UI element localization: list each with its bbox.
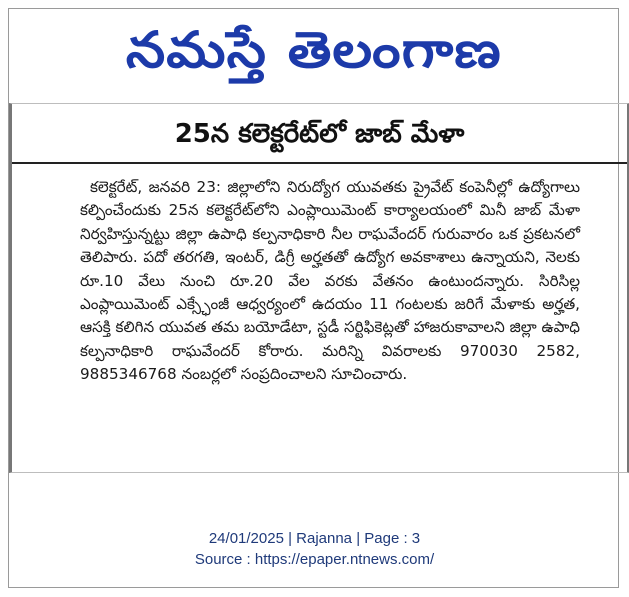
article-body: కలెక్టరేట్‌, జనవరి 23: జిల్లాలోని నిరుద్యోగ యువతకు ప్రైవేట్‌ కంపెనీల్లో ఉద్యోగాలు కల్పించేందుకు 25న కలెక్టరేట్‌లోని ఎంప్లాయిమెంట్‌ కార్యాలయంలో మినీ జాబ్‌ మేళా నిర్వహిస్తున్నట్టు జిల్లా ఉపాధి కల్పనాధికారి నీల రాఘవేందర్‌ గురువారం ఒక ప్రకటనలో తెలిపారు. పదో తరగతి, ఇంటర్‌, డిగ్రీ అర్హతతో ఉద్యోగ అవకాశాలు ఉన్నాయని, నెలకు రూ.10 వేలు నుంచి రూ.20 వేల వరకు వేతనం ఉంటుందన్నారు. సిరిసిల్ల ఎంప్లాయిమెంట్‌ ఎక్స్ఛేంజీ ఆధ్వర్యంలో ఉదయం 11 గంటలకు జరిగే మేళాకు అర్హత, ఆసక్తి కలిగిన యువత తమ బయోడేటా, స్టడీ సర్టిఫికెట్లతో హాజరుకావాలని జిల్లా ఉపాధి కల్పనాధికారి రాఘవేందర్‌ కోరారు. మరిన్ని వివరాలకు 970030 2582, 9885346768 నంబర్లలో సంప్రదించాలని సూచించారు.	[80, 178, 580, 384]
clipping-frame	[8, 8, 619, 588]
masthead-title: నమస్తే తెలంగాణ	[125, 21, 502, 79]
source-link[interactable]: Source : https://epaper.ntnews.com/	[194, 551, 435, 568]
publication-info: 24/01/2025 | Rajanna | Page : 3	[208, 530, 421, 547]
newspaper-masthead	[9, 11, 618, 91]
article-headline: 25న కలెక్టరేట్‌లో జాబ్‌ మేళా	[12, 104, 627, 164]
source-footer	[0, 528, 629, 570]
article-box	[9, 103, 629, 473]
